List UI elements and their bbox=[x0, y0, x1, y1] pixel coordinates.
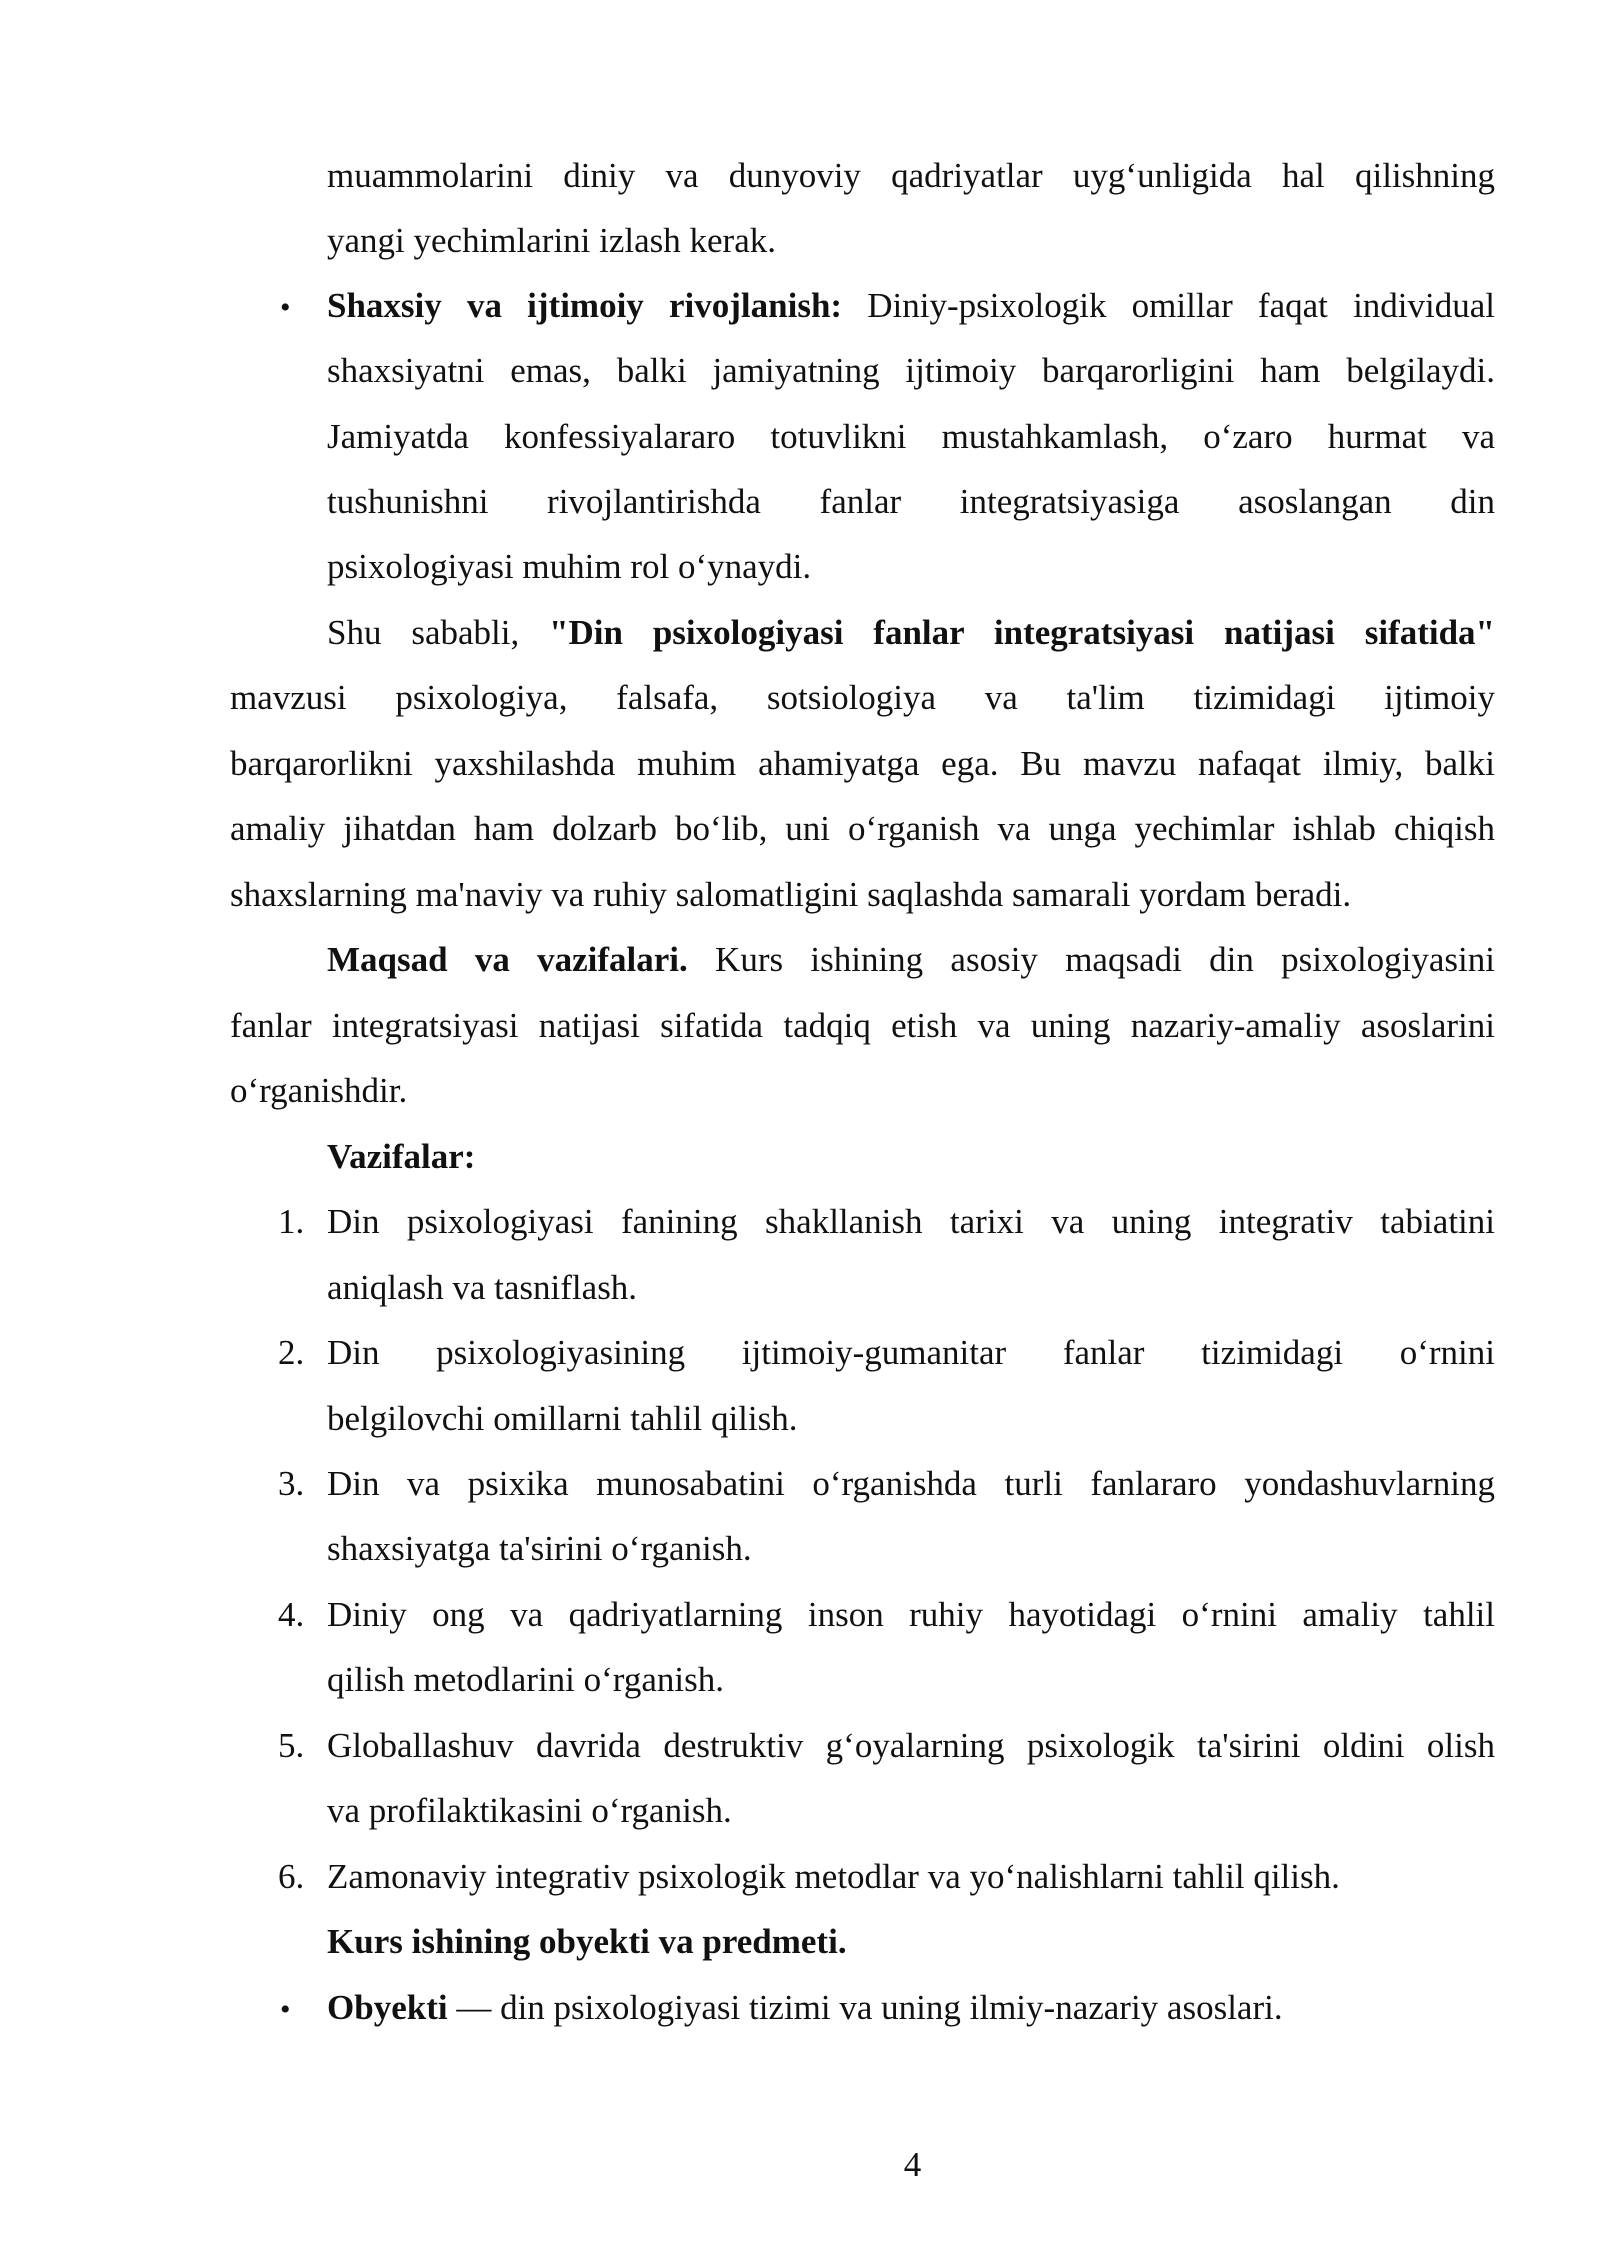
vazifalar-heading bbox=[327, 1135, 475, 1179]
text-line: o‘rganishdir. bbox=[230, 1071, 408, 1110]
text-line: muammolarini diniy va dunyoviy qadriyatlar uyg‘unligida hal qilishning bbox=[327, 156, 1495, 195]
text-span: Kurs ishining asosiy maqsadi din psixologiyasini bbox=[687, 940, 1496, 979]
list-number: 2. bbox=[278, 1333, 305, 1372]
bullet-marker: • bbox=[280, 291, 291, 324]
text-line: shaxslarning ma'naviy va ruhiy salomatligini saqlashda samarali yordam beradi. bbox=[230, 875, 1352, 914]
bullet-item-obyekti bbox=[327, 1986, 1283, 2030]
text-span: — din psixologiyasi tizimi va uning ilmiy-nazariy asoslari. bbox=[447, 1988, 1283, 2027]
list-number: 1. bbox=[278, 1202, 305, 1241]
paragraph-shu-first-line bbox=[327, 611, 1495, 655]
text-span: Diniy-psixologik omillar faqat individual bbox=[842, 286, 1496, 325]
text-line: fanlar integratsiyasi natijasi sifatida tadqiq etish va uning nazariy-amaliy asoslarini bbox=[230, 1006, 1495, 1045]
bullet-term: Shaxsiy va ijtimoiy rivojlanish: bbox=[327, 286, 843, 325]
text-line: belgilovchi omillarni tahlil qilish. bbox=[327, 1399, 798, 1438]
text-line: Jamiyatda konfessiyalararo totuvlikni mustahkamlash, o‘zaro hurmat va bbox=[327, 417, 1495, 456]
list-item: Din va psixika munosabatini o‘rganishda turli fanlararo yondashuvlarning bbox=[327, 1464, 1495, 1503]
list-item: Zamonaviy integrativ psixologik metodlar va yo‘nalishlarni tahlil qilish. bbox=[327, 1857, 1340, 1896]
bullet-term: Obyekti bbox=[327, 1988, 448, 2027]
text-line: barqarorlikni yaxshilashda muhim ahamiyatga ega. Bu mavzu nafaqat ilmiy, balki bbox=[230, 744, 1495, 783]
list-number: 6. bbox=[278, 1857, 305, 1896]
bullet-marker: • bbox=[280, 1993, 291, 2026]
text-line: va profilaktikasini o‘rganish. bbox=[327, 1791, 732, 1830]
bullet-item-shaxsiy bbox=[327, 284, 1495, 328]
text-line: yangi yechimlarini izlash kerak. bbox=[327, 221, 777, 260]
list-item: Din psixologiyasi fanining shakllanish tarixi va uning integrativ tabiatini bbox=[327, 1202, 1495, 1241]
text-span: Shu sababli, bbox=[327, 613, 550, 652]
text-line: aniqlash va tasniflash. bbox=[327, 1268, 638, 1307]
text-line: psixologiyasi muhim rol o‘ynaydi. bbox=[327, 547, 812, 586]
list-item: Globallashuv davrida destruktiv g‘oyalarning psixologik ta'sirini oldini olish bbox=[327, 1726, 1495, 1765]
heading-text: Kurs ishining obyekti va predmeti. bbox=[327, 1922, 847, 1961]
topic-title: "Din psixologiyasi fanlar integratsiyasi natijasi sifatida" bbox=[549, 613, 1495, 652]
kurs-heading bbox=[327, 1920, 847, 1964]
text-line: amaliy jihatdan ham dolzarb bo‘lib, uni o‘rganish va unga yechimlar ishlab chiqish bbox=[230, 809, 1495, 848]
page-number: 4 bbox=[903, 2145, 922, 2184]
text-line: qilish metodlarini o‘rganish. bbox=[327, 1660, 724, 1699]
text-line: shaxsiyatga ta'sirini o‘rganish. bbox=[327, 1529, 752, 1568]
list-number: 5. bbox=[278, 1726, 305, 1765]
paragraph-maqsad-first-line bbox=[327, 938, 1495, 982]
list-item: Diniy ong va qadriyatlarning inson ruhiy hayotidagi o‘rnini amaliy tahlil bbox=[327, 1595, 1495, 1634]
section-heading-maqsad: Maqsad va vazifalari. bbox=[327, 940, 688, 979]
heading-text: Vazifalar: bbox=[327, 1137, 476, 1176]
text-line: tushunishni rivojlantirishda fanlar integratsiyasiga asoslangan din bbox=[327, 482, 1495, 521]
list-item: Din psixologiyasining ijtimoiy-gumanitar fanlar tizimidagi o‘rnini bbox=[327, 1333, 1495, 1372]
list-number: 3. bbox=[278, 1464, 305, 1503]
text-line: shaxsiyatni emas, balki jamiyatning ijtimoiy barqarorligini ham belgilaydi. bbox=[327, 351, 1495, 390]
list-number: 4. bbox=[278, 1595, 305, 1634]
text-line: mavzusi psixologiya, falsafa, sotsiologiya va ta'lim tizimidagi ijtimoiy bbox=[230, 678, 1495, 717]
